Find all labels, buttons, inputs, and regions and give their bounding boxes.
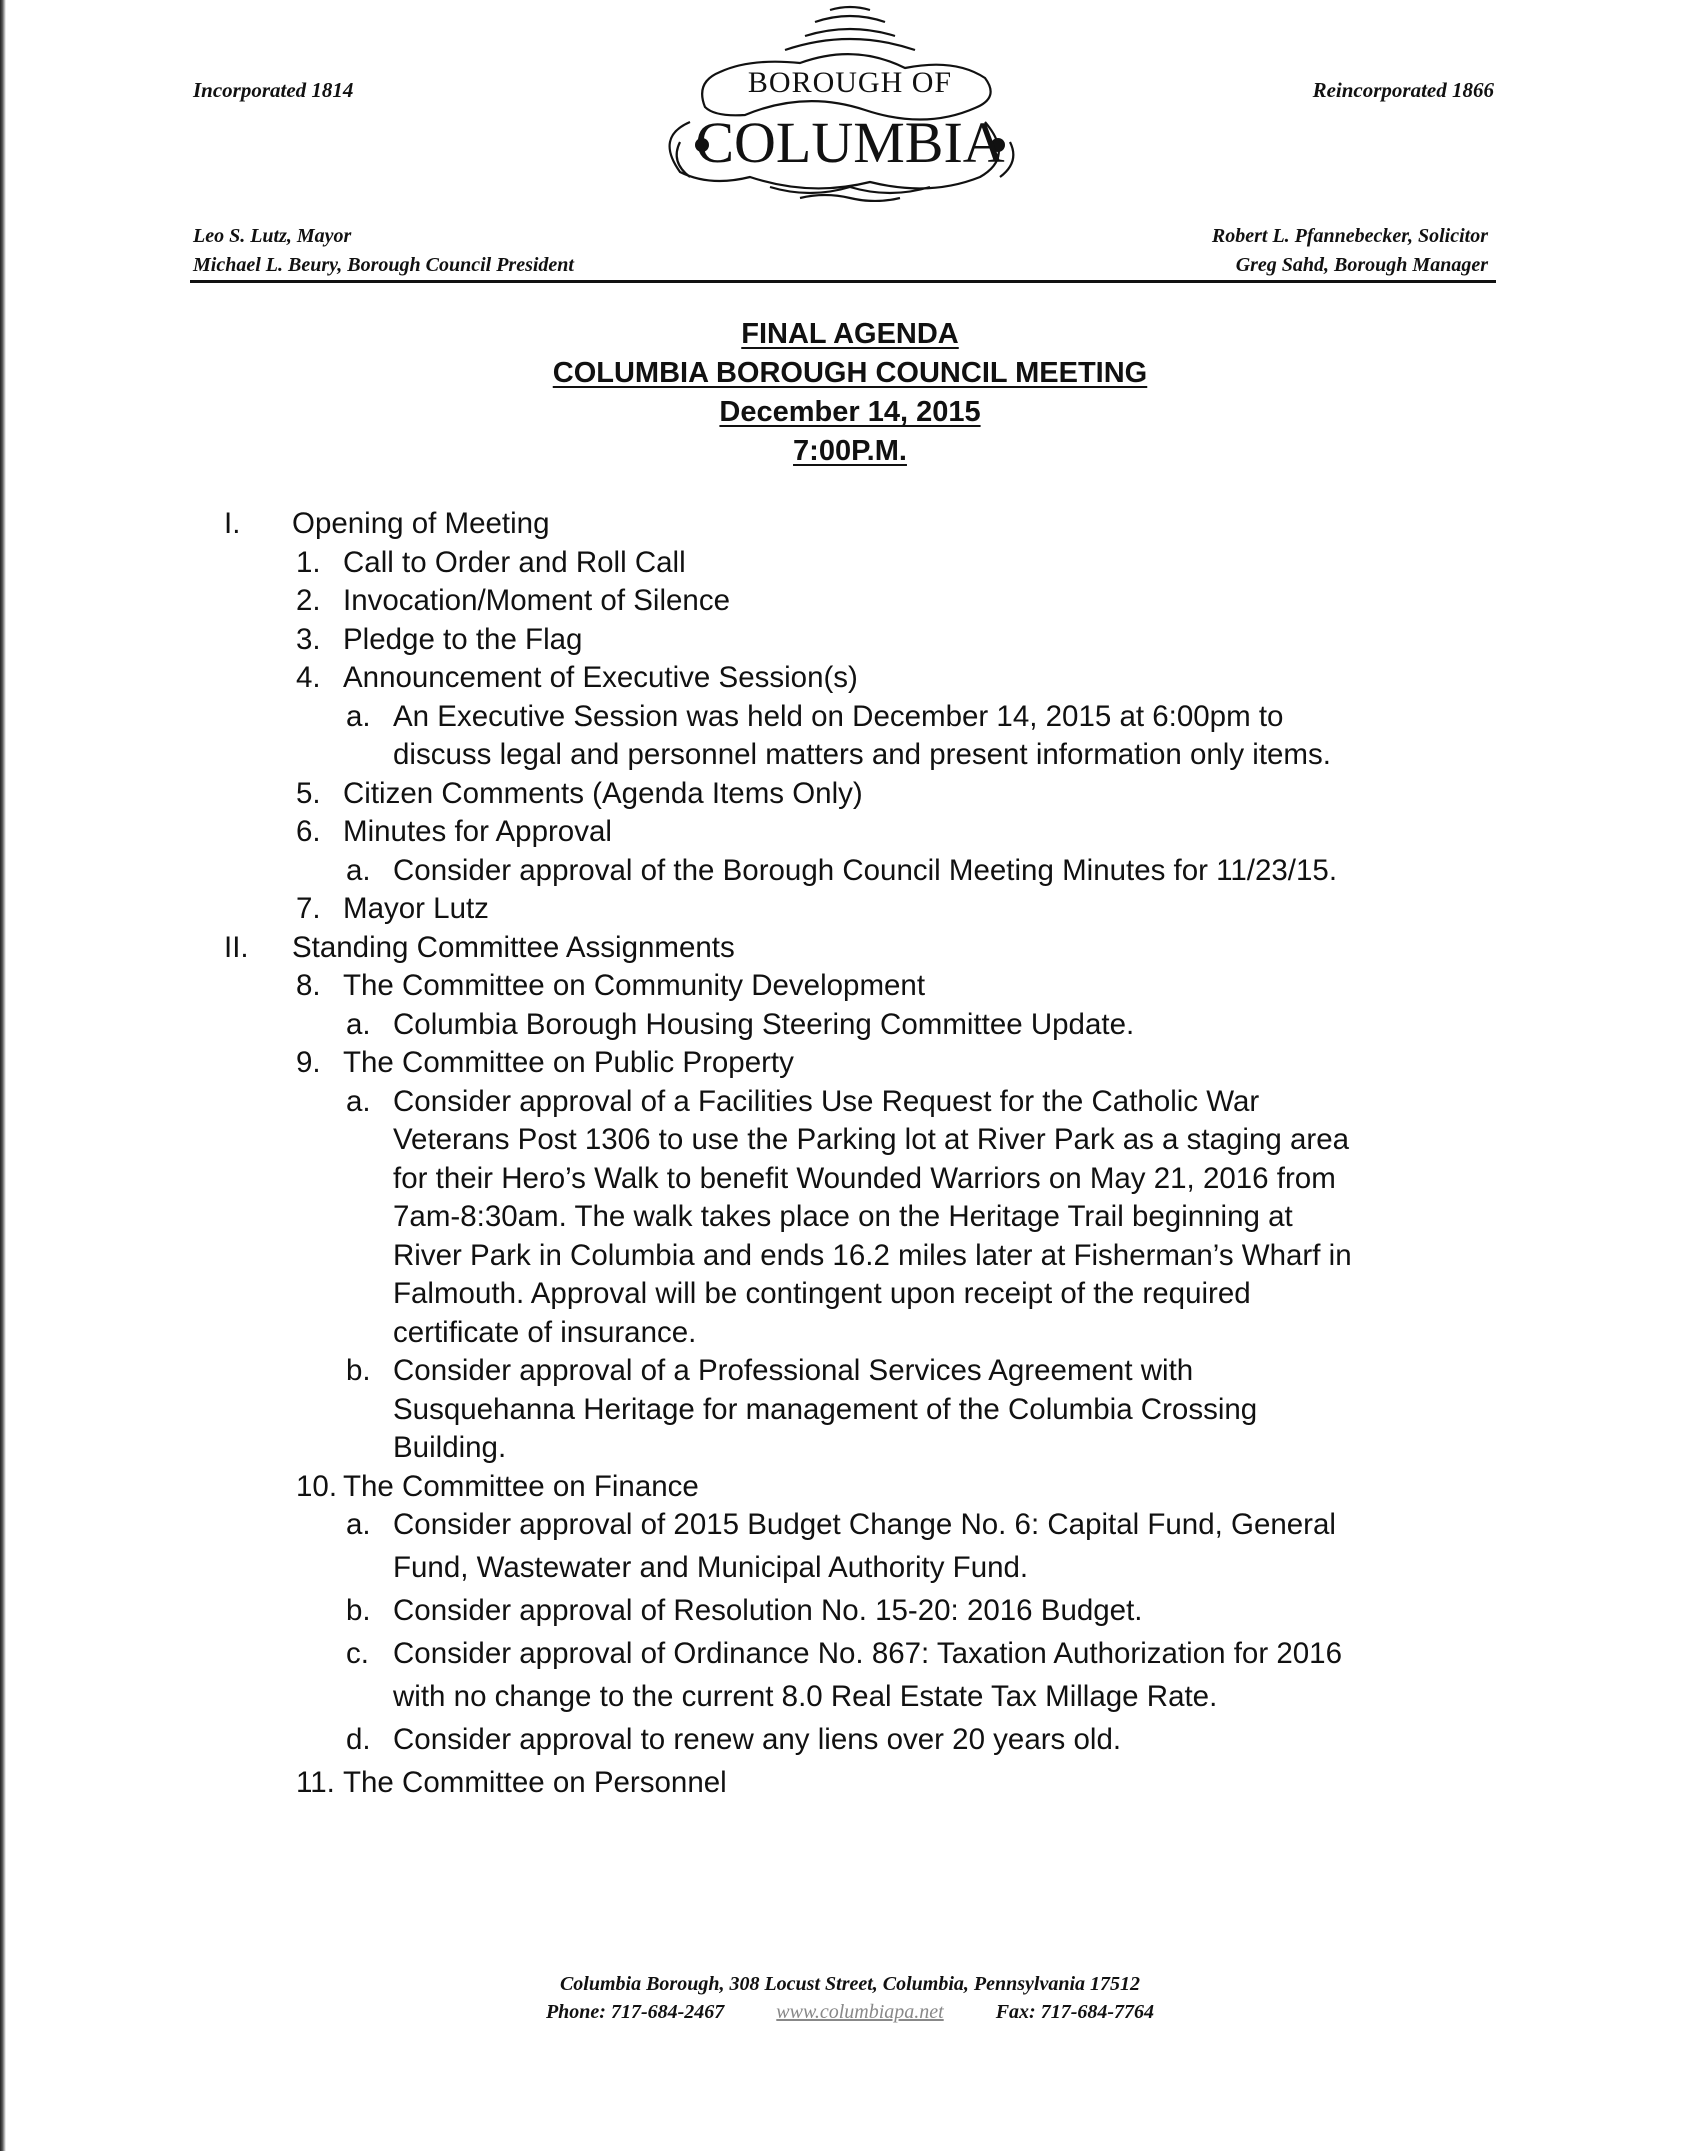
agenda-item — [0, 1468, 1700, 1507]
subitem-letter: a. — [346, 1084, 371, 1118]
subitem-letter: a. — [346, 853, 371, 887]
borough-logo-icon — [620, 2, 1080, 202]
agenda-subitem — [0, 1592, 1700, 1635]
subitem-text: Consider approval of a Professional Services Agreement with — [393, 1354, 1194, 1387]
logo-line1: BOROUGH OF — [747, 66, 953, 99]
agenda-subitem-continuation — [0, 1198, 1700, 1237]
item-title: Announcement of Executive Session(s) — [343, 661, 858, 694]
item-title: Minutes for Approval — [343, 815, 612, 848]
meeting-time: 7:00P.M. — [793, 435, 907, 467]
item-number: 3. — [296, 622, 321, 656]
item-title: Call to Order and Roll Call — [343, 545, 686, 579]
agenda-title: FINAL AGENDA — [741, 318, 959, 350]
agenda-subitem-continuation — [0, 1121, 1700, 1160]
subitem-text: Building. — [393, 1431, 507, 1464]
agenda-subitem-continuation — [0, 736, 1700, 775]
agenda-subitem — [0, 1635, 1700, 1678]
item-number: 6. — [296, 815, 321, 848]
agenda-subitem-continuation — [0, 1678, 1700, 1721]
subitem-text: with no change to the current 8.0 Real Estate Tax Millage Rate. — [393, 1680, 1218, 1713]
subitem-text: discuss legal and personnel matters and present information only items. — [393, 738, 1331, 771]
agenda-list — [0, 505, 1700, 1803]
manager-name: Greg Sahd, Borough Manager — [1235, 254, 1488, 276]
subitem-letter: b. — [346, 1594, 371, 1627]
item-title: Citizen Comments (Agenda Items Only) — [343, 776, 863, 810]
subitem-text: Consider approval of Ordinance No. 867: Taxation Authorization for 2016 — [393, 1637, 1342, 1670]
agenda-section — [0, 929, 1700, 968]
agenda-item — [0, 775, 1700, 814]
subitem-letter: a. — [346, 1007, 371, 1041]
officials-right — [1212, 222, 1488, 280]
footer — [0, 1970, 1700, 2026]
subitem-text: Consider approval of a Facilities Use Request for the Catholic War — [393, 1084, 1260, 1118]
agenda-subitem-continuation — [0, 1160, 1700, 1199]
item-number: 4. — [296, 661, 321, 694]
agenda-subitem — [0, 1721, 1700, 1764]
item-number: 11. — [296, 1766, 335, 1799]
section-title: Standing Committee Assignments — [292, 930, 735, 964]
item-title: Invocation/Moment of Silence — [343, 584, 730, 617]
subitem-letter: c. — [346, 1637, 369, 1670]
item-number: 1. — [296, 545, 321, 579]
agenda-item — [0, 813, 1700, 852]
subitem-text: Susquehanna Heritage for management of the Columbia Crossing — [393, 1392, 1258, 1426]
logo-line2: COLUMBIA — [695, 110, 1005, 175]
incorporated-text: Incorporated 1814 — [193, 78, 354, 102]
agenda-subitem-continuation — [0, 1275, 1700, 1314]
reincorporated-text: Reincorporated 1866 — [1312, 78, 1494, 102]
agenda-subitem-continuation — [0, 1314, 1700, 1353]
agenda-item — [0, 890, 1700, 929]
agenda-subitem — [0, 698, 1700, 737]
solicitor-name: Robert L. Pfannebecker, Solicitor — [1211, 225, 1488, 247]
agenda-subitem — [0, 1506, 1700, 1549]
subitem-letter: b. — [346, 1354, 371, 1387]
agenda-subitem-continuation — [0, 1391, 1700, 1430]
footer-fax: Fax: 717-684-7764 — [995, 2001, 1155, 2023]
footer-address: Columbia Borough, 308 Locust Street, Columbia, Pennsylvania 17512 — [559, 1973, 1141, 1995]
item-number: 9. — [296, 1046, 321, 1079]
website-link[interactable]: www.columbiapa.net — [776, 2001, 944, 2023]
item-title: Mayor Lutz — [343, 892, 489, 925]
agenda-subitem — [0, 1352, 1700, 1391]
subitem-letter: a. — [346, 699, 371, 733]
agenda-subitem-continuation — [0, 1549, 1700, 1592]
agenda-subitem — [0, 852, 1700, 891]
agenda-item — [0, 621, 1700, 660]
header-divider — [190, 280, 1496, 283]
mayor-name: Leo S. Lutz, Mayor — [193, 225, 352, 247]
item-title: The Committee on Community Development — [343, 969, 926, 1002]
section-title: Opening of Meeting — [292, 507, 550, 540]
item-title: The Committee on Public Property — [343, 1046, 794, 1079]
section-number: II. — [224, 930, 249, 964]
item-number: 10. — [296, 1469, 338, 1503]
agenda-subitem-continuation — [0, 1237, 1700, 1276]
subitem-text: Consider approval of the Borough Council Meeting Minutes for 11/23/15. — [393, 853, 1338, 887]
subitem-text: for their Hero’s Walk to benefit Wounded Warriors on May 21, 2016 from — [393, 1161, 1336, 1195]
officials-left — [193, 222, 574, 280]
meeting-date: December 14, 2015 — [719, 396, 981, 428]
agenda-title-block — [0, 315, 1700, 471]
agenda-item — [0, 582, 1700, 621]
subitem-text: Fund, Wastewater and Municipal Authority Fund. — [393, 1551, 1029, 1584]
meeting-title: COLUMBIA BOROUGH COUNCIL MEETING — [552, 357, 1148, 389]
subitem-text: Columbia Borough Housing Steering Committee Update. — [393, 1007, 1135, 1041]
item-title: The Committee on Finance — [343, 1469, 699, 1503]
subitem-text: 7am-8:30am. The walk takes place on the Heritage Trail beginning at — [393, 1200, 1293, 1233]
item-number: 5. — [296, 776, 321, 810]
agenda-subitem-continuation — [0, 1429, 1700, 1468]
item-number: 7. — [296, 892, 321, 925]
subitem-text: River Park in Columbia and ends 16.2 miles later at Fisherman’s Wharf in — [393, 1238, 1352, 1272]
agenda-item — [0, 1044, 1700, 1083]
borough-logo — [620, 2, 1080, 202]
subitem-text: Consider approval to renew any liens over 20 years old. — [393, 1723, 1122, 1756]
item-number: 8. — [296, 969, 321, 1002]
agenda-item — [0, 1764, 1700, 1803]
subitem-text: certificate of insurance. — [393, 1315, 697, 1349]
council-president-name: Michael L. Beury, Borough Council President — [193, 254, 574, 276]
item-number: 2. — [296, 584, 321, 617]
subitem-text: Consider approval of 2015 Budget Change No. 6: Capital Fund, General — [393, 1508, 1336, 1541]
subitem-text: Falmouth. Approval will be contingent upon receipt of the required — [393, 1277, 1251, 1310]
footer-phone: Phone: 717-684-2467 — [545, 2001, 725, 2023]
agenda-section — [0, 505, 1700, 544]
subitem-text: An Executive Session was held on December 14, 2015 at 6:00pm to — [393, 699, 1284, 733]
agenda-item — [0, 967, 1700, 1006]
agenda-subitem — [0, 1083, 1700, 1122]
subitem-text: Consider approval of Resolution No. 15-20: 2016 Budget. — [393, 1594, 1143, 1627]
subitem-letter: a. — [346, 1508, 371, 1541]
item-title: The Committee on Personnel — [343, 1766, 727, 1799]
agenda-item — [0, 659, 1700, 698]
subitem-letter: d. — [346, 1723, 371, 1756]
agenda-subitem — [0, 1006, 1700, 1045]
section-number: I. — [224, 507, 241, 540]
subitem-text: Veterans Post 1306 to use the Parking lot at River Park as a staging area — [393, 1123, 1350, 1156]
item-title: Pledge to the Flag — [343, 622, 583, 656]
agenda-item — [0, 544, 1700, 583]
